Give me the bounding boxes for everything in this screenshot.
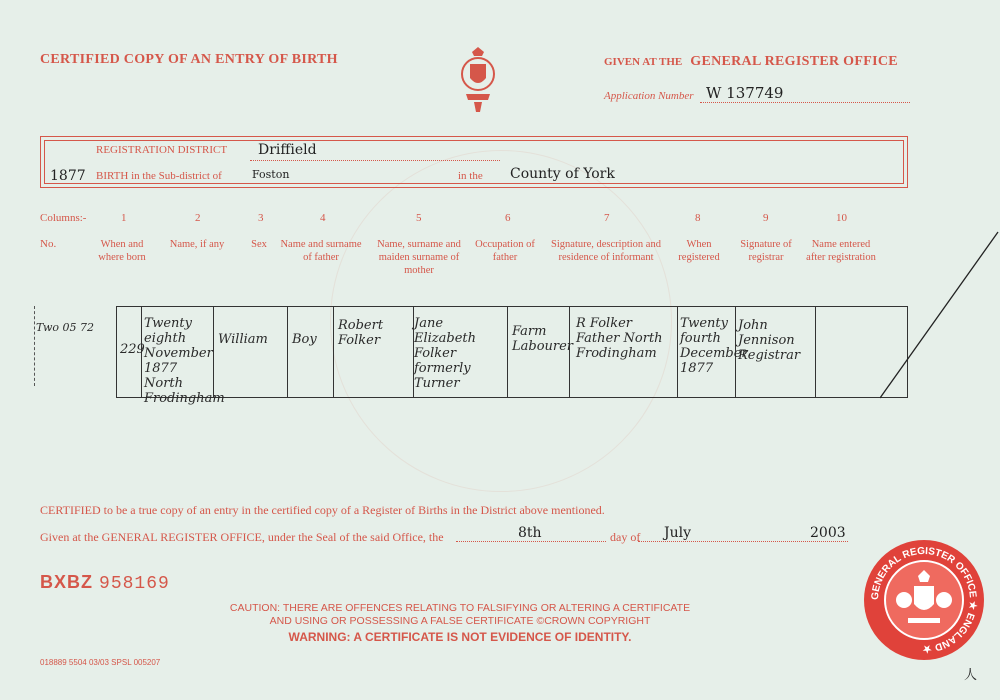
footer-code: 018889 5504 03/03 SPSL 005207 <box>40 658 161 667</box>
header-father: Name and surname of father <box>280 239 362 263</box>
entry-father: Robert Folker <box>338 318 384 348</box>
caution-line-1: CAUTION: THERE ARE OFFENCES RELATING TO FALSIFYING OR ALTERING A CERTIFICATE <box>229 602 691 614</box>
entry-registrar: John Jennison Registrar <box>738 318 801 363</box>
header-sex: Sex <box>251 239 267 250</box>
serial-number <box>40 572 170 594</box>
county-dotline <box>490 183 890 184</box>
caution-line-2: AND USING OR POSSESSING A FALSE CERTIFICATE ©CROWN COPYRIGHT <box>269 615 651 627</box>
entry-occupation: Farm Labourer <box>512 324 574 354</box>
entry-number: 229 <box>120 342 145 357</box>
entry-sex: Boy <box>292 332 317 347</box>
seal-coat-of-arms-icon <box>884 560 964 640</box>
gro-title: GENERAL REGISTER OFFICE <box>690 54 898 69</box>
table-divider <box>287 307 288 397</box>
application-dotline <box>700 102 910 103</box>
col-num-7: 7 <box>604 212 610 224</box>
certified-month: July <box>664 525 692 541</box>
subdistrict-dotline <box>240 183 450 184</box>
col-num-9: 9 <box>763 212 769 224</box>
certificate-title: CERTIFIED COPY OF AN ENTRY OF BIRTH <box>40 52 338 67</box>
entry-informant: R Folker Father North Frodingham <box>576 316 663 361</box>
district-dotline <box>250 160 500 161</box>
header-when-where-born: When and where born <box>98 239 146 263</box>
col-num-10: 10 <box>836 212 847 224</box>
day-of-label: day of <box>610 530 641 544</box>
header-mother: Name, surname and maiden surname of mother <box>377 239 461 276</box>
columns-label: Columns:- <box>40 212 87 224</box>
district-label: REGISTRATION DISTRICT <box>96 144 228 156</box>
month-dotline <box>638 541 848 542</box>
gro-seal <box>864 540 984 660</box>
header-name: Name, if any <box>169 239 225 250</box>
certified-day: 8th <box>518 525 542 541</box>
serial-digits: 958169 <box>99 574 170 594</box>
header-informant: Signature, description and residence of informant <box>551 239 661 263</box>
corner-mark: 人 <box>964 667 978 682</box>
in-the-label: in the <box>458 170 483 182</box>
serial-prefix: BXBZ <box>40 572 93 592</box>
header-registrar: Signature of registrar <box>740 239 792 263</box>
no-label: No. <box>40 238 57 250</box>
caution-text <box>180 602 740 644</box>
application-label: Application Number <box>604 90 694 102</box>
given-at-line: Given at the GENERAL REGISTER OFFICE, under the Seal of the said Office, the <box>40 530 444 544</box>
subdistrict-value: Foston <box>252 168 290 181</box>
table-divider <box>677 307 678 397</box>
margin-note: Two 05 72 <box>36 321 94 334</box>
certified-line: CERTIFIED to be a true copy of an entry in the certified copy of a Register of Births in the District above mentioned. <box>40 503 605 517</box>
col-num-4: 4 <box>320 212 326 224</box>
header-name-after: Name entered after registration <box>806 239 876 263</box>
cancel-diagonal-line <box>880 230 1000 400</box>
given-at-header <box>604 52 898 70</box>
col-num-5: 5 <box>416 212 422 224</box>
col-num-6: 6 <box>505 212 511 224</box>
certified-year: 2003 <box>810 525 846 541</box>
col-num-2: 2 <box>195 212 201 224</box>
table-divider <box>815 307 816 397</box>
margin-bracket <box>34 306 113 386</box>
day-dotline <box>456 541 606 542</box>
header-when-registered: When registered <box>678 239 720 263</box>
col-num-3: 3 <box>258 212 264 224</box>
col-num-8: 8 <box>695 212 701 224</box>
entry-when-registered: Twenty fourth December 1877 <box>680 316 748 376</box>
royal-crest-icon <box>458 46 498 118</box>
table-divider <box>333 307 334 397</box>
table-divider <box>507 307 508 397</box>
subdistrict-label: BIRTH in the Sub-district of <box>96 170 222 182</box>
seal-text: GENERAL REGISTER OFFICE ★ ENGLAND ★ <box>869 545 979 655</box>
col-num-1: 1 <box>121 212 127 224</box>
application-number: W 137749 <box>706 84 784 102</box>
entry-mother: Jane Elizabeth Folker formerly Turner <box>414 316 477 391</box>
district-value: Driffield <box>258 142 317 158</box>
warning-line: WARNING: A CERTIFICATE IS NOT EVIDENCE OF IDENTITY. <box>288 630 632 644</box>
header-occupation: Occupation of father <box>475 239 535 263</box>
entry-when-where-born: Twenty eighth November 1877 North Frodingham <box>144 316 225 406</box>
registration-year: 1877 <box>50 168 86 184</box>
county-value: County of York <box>510 166 615 182</box>
given-at-prefix: GIVEN AT THE <box>604 56 683 68</box>
entry-name: William <box>218 332 268 347</box>
